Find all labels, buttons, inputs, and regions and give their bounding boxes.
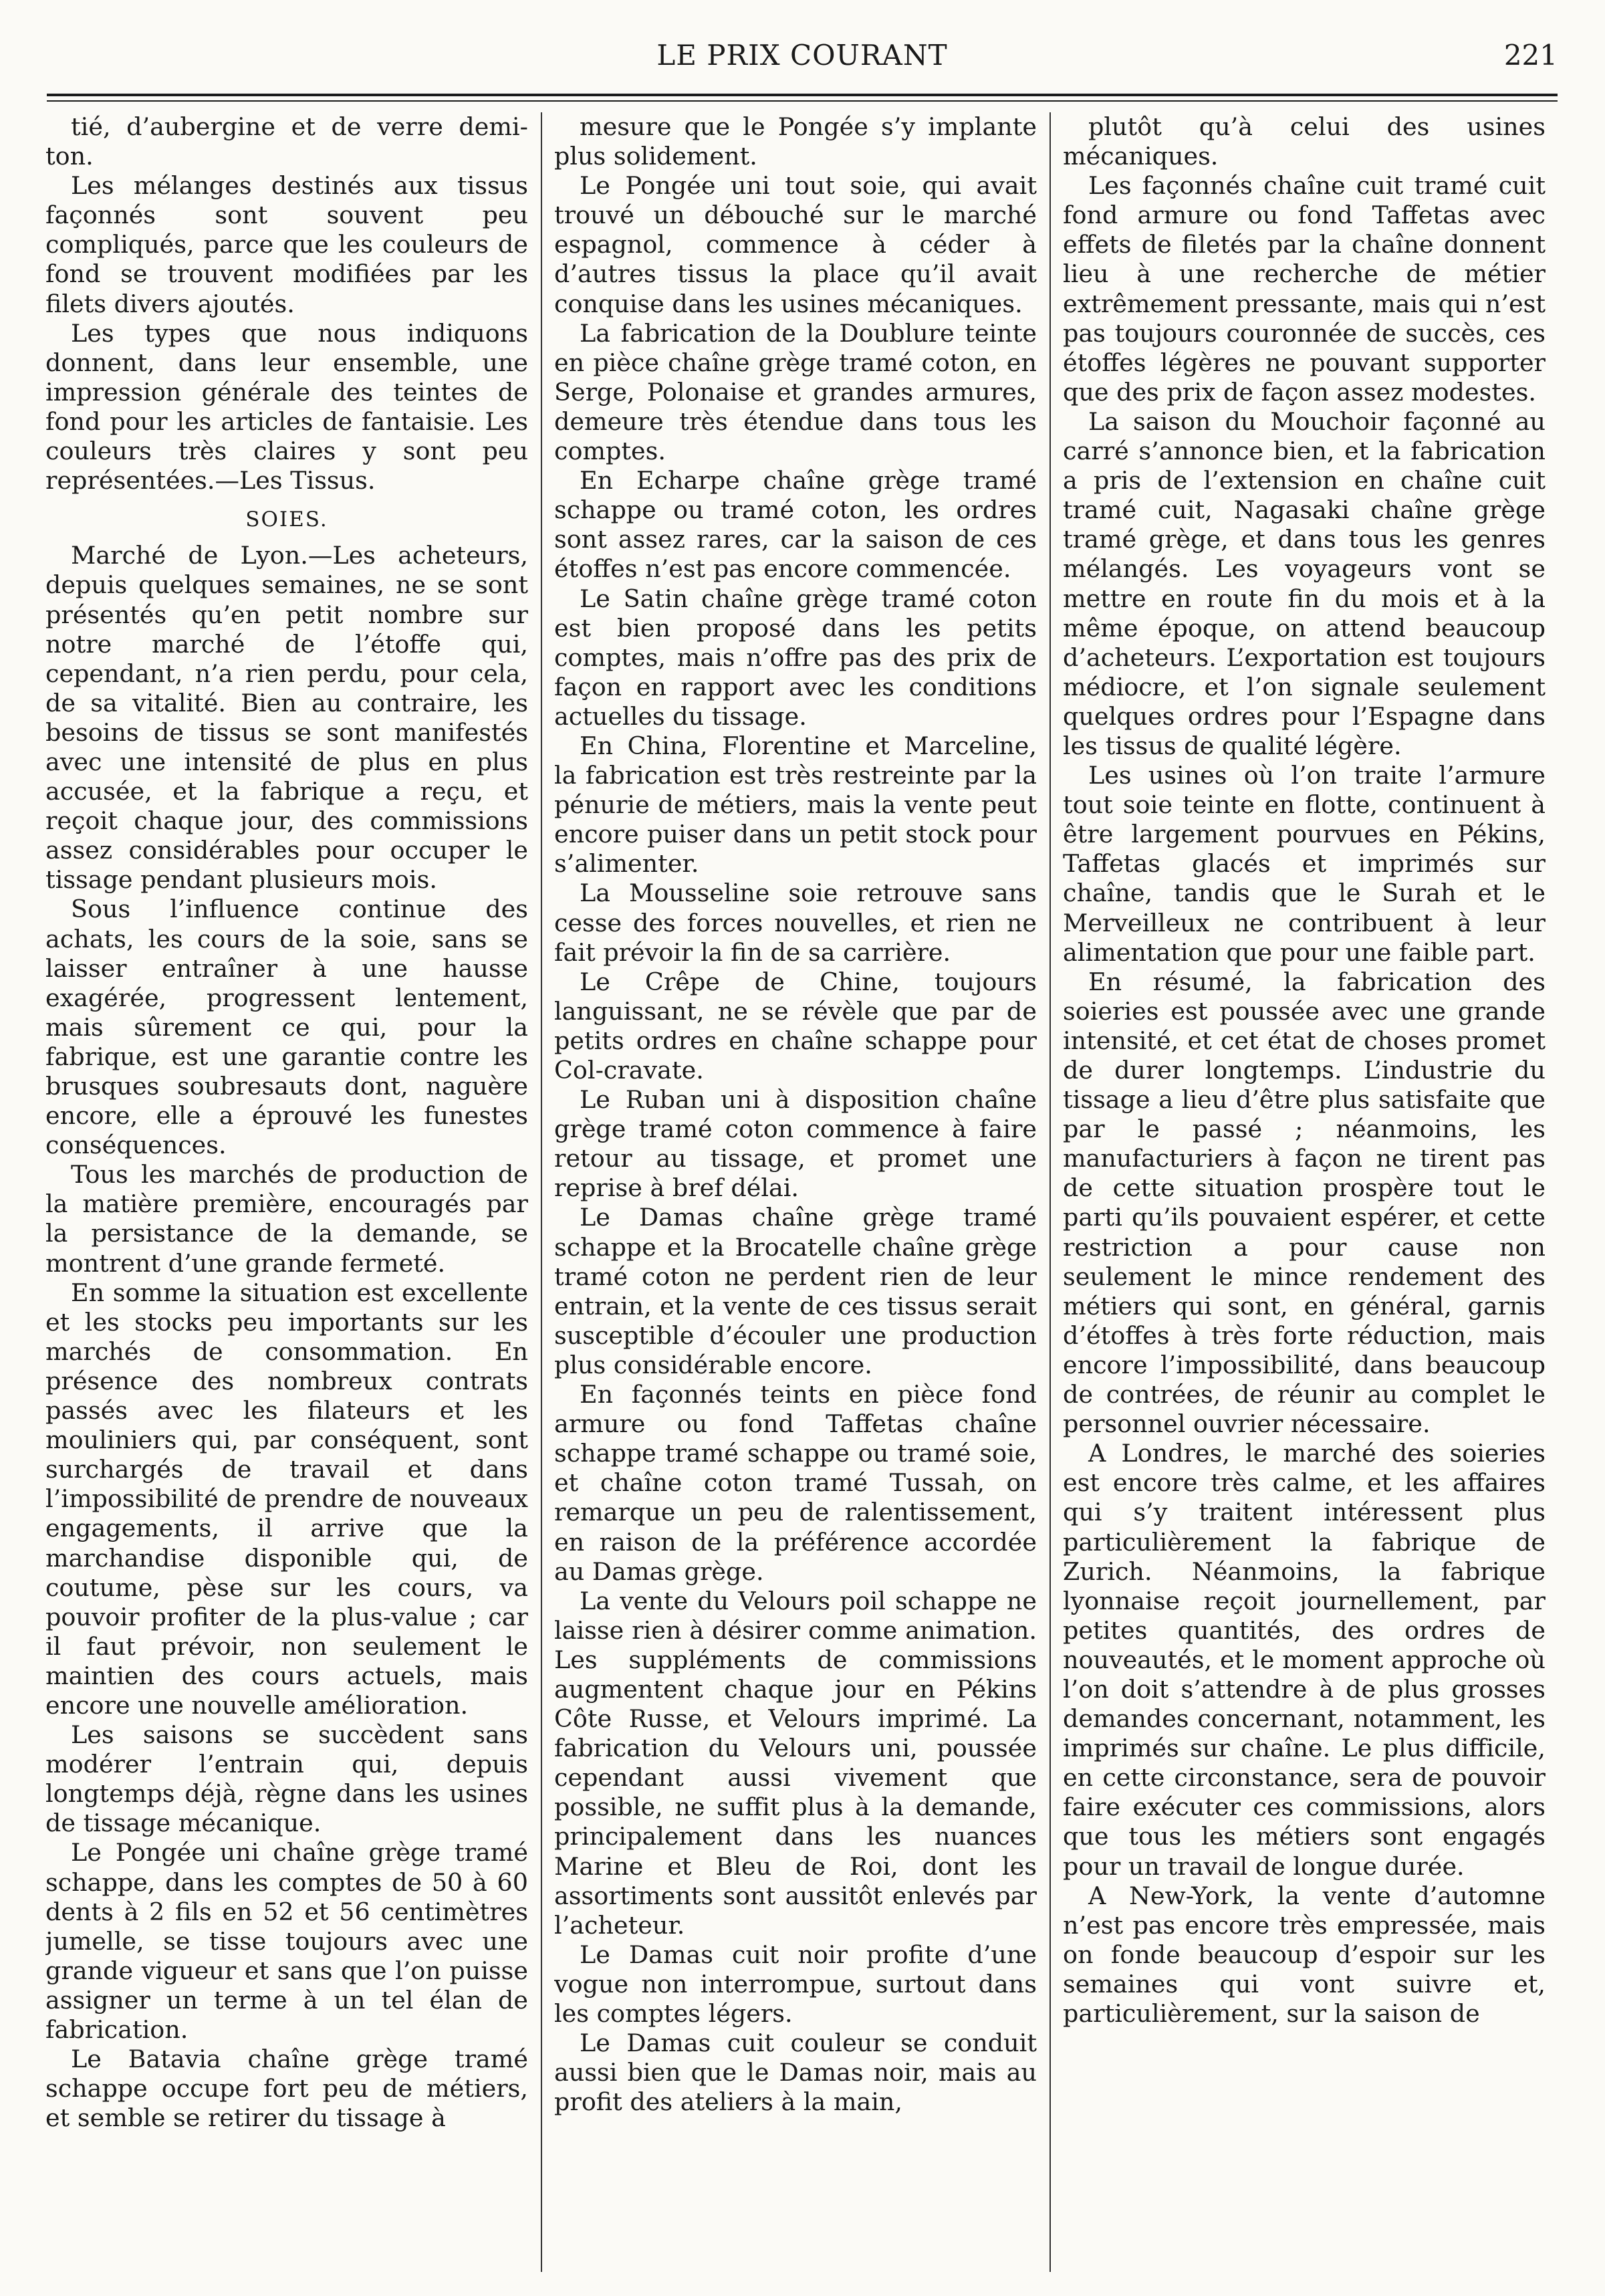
header-rule-thick — [47, 94, 1558, 96]
paragraph: Le Damas cuit noir profite d’une vogue non interrompue, surtout dans les comptes légers. — [554, 1940, 1037, 2028]
header-rule-thin — [47, 100, 1558, 102]
paragraph: En somme la situation est excellente et les stocks peu importants sur les marchés de consommation. En présence des nombreux contrats passés avec les filateurs et les mouliniers qui, par conséquent, sont surchargés de travail et dans l’impossibilité de prendre de nouveaux engagements, il arrive que la marchandise disponible qui, de coutume, pèse sur les cours, va pouvoir profiter de la plus-value ; car il faut prévoir, non seulement le maintien des cours actuels, mais encore une nouvelle amélioration. — [45, 1278, 528, 1720]
page-number: 221 — [1503, 39, 1558, 72]
paragraph: Les façonnés chaîne cuit tramé cuit fond armure ou fond Taffetas avec effets de filetés par la chaîne donnent lieu à une recherche de métier extrêmement pressante, mais qui n’est pas toujours couronnée de succès, ces étoffes légères ne pouvant supporter que des prix de façon assez modestes. — [1063, 171, 1546, 407]
paragraph: tié, d’aubergine et de verre demi-ton. — [45, 112, 528, 171]
column-2 — [554, 112, 1037, 2276]
paragraph: Les usines où l’on traite l’armure tout soie teinte en flotte, continuent à être largement pourvues en Pékins, Taffetas glacés et imprimés sur chaîne, tandis que le Surah et le Merveilleux ne contribuent à leur alimentation que pour une faible part. — [1063, 761, 1546, 967]
paragraph: Marché de Lyon.—Les acheteurs, depuis quelques semaines, ne se sont présentés qu’en petit nombre sur notre marché de l’étoffe qui, cependant, n’a rien perdu, pour cela, de sa vitalité. Bien au contraire, les besoins de tissus se sont manifestés avec une intensité de plus en plus accusée, et la fabrique a reçu, et reçoit chaque jour, des commissions assez considérables pour occuper le tissage pendant plusieurs mois. — [45, 541, 528, 895]
page-header — [47, 39, 1558, 86]
paragraph: Sous l’influence continue des achats, les cours de la soie, sans se laisser entraîner à une hausse exagérée, progressent lentement, mais sûrement ce qui, pour la fabrique, est une garantie contre les brusques soubresauts dont, naguère encore, elle a éprouvé les funestes conséquences. — [45, 895, 528, 1160]
running-title: LE PRIX COURANT — [656, 39, 948, 72]
paragraph: Le Ruban uni à disposition chaîne grège tramé coton commence à faire retour au tissage, et promet une reprise à bref délai. — [554, 1085, 1037, 1203]
paragraph: En façonnés teints en pièce fond armure ou fond Taffetas chaîne schappe tramé schappe ou tramé soie, et chaîne coton tramé Tussah, on remarque un peu de ralentissement, en raison de la préférence accordée au Damas grège. — [554, 1380, 1037, 1586]
paragraph: Le Damas cuit couleur se conduit aussi bien que le Damas noir, mais au profit des ateliers à la main, — [554, 2029, 1037, 2117]
paragraph: En China, Florentine et Marceline, la fabrication est très restreinte par la pénurie de métiers, mais la vente peut encore puiser dans un petit stock pour s’alimenter. — [554, 731, 1037, 879]
paragraph: Les types que nous indiquons donnent, dans leur ensemble, une impression générale des teintes de fond pour les articles de fantaisie. Les couleurs très claires y sont peu représentées.—Les Tissus. — [45, 318, 528, 495]
column-1 — [45, 112, 528, 2276]
paragraph: Le Batavia chaîne grège tramé schappe occupe fort peu de métiers, et semble se retirer du tissage à — [45, 2045, 528, 2133]
paragraph: A Londres, le marché des soieries est encore très calme, et les affaires qui s’y traitent intéressent plus particulièrement la fabrique de Zurich. Néanmoins, la fabrique lyonnaise reçoit journellement, par petites quantités, des ordres de nouveautés, et le moment approche où l’on doit s’attendre à de plus grosses demandes concernant, notamment, les imprimés sur chaîne. Le plus difficile, en cette circonstance, sera de pouvoir faire exécuter ces commissions, alors que tous les métiers sont engagés pour un travail de longue durée. — [1063, 1439, 1546, 1881]
paragraph: Le Crêpe de Chine, toujours languissant, ne se révèle que par de petits ordres en chaîne schappe pour Col-cravate. — [554, 967, 1037, 1084]
column-divider — [541, 112, 542, 2272]
paragraph: La saison du Mouchoir façonné au carré s’annonce bien, et la fabrication a pris de l’extension en chaîne cuit tramé cuit, Nagasaki chaîne grège tramé grège, et dans tous les genres mélangés. Les voyageurs vont se mettre en route fin du mois et à la même époque, on attend beaucoup d’acheteurs. L’exportation est toujours médiocre, et l’on signale seulement quelques ordres pour l’Espagne dans les tissus de qualité légère. — [1063, 407, 1546, 760]
paragraph: Le Pongée uni chaîne grège tramé schappe, dans les comptes de 50 à 60 dents à 2 fils en 52 et 56 centimètres jumelle, se tisse toujours avec une grande vigueur et sans que l’on puisse assigner un terme à un tel élan de fabrication. — [45, 1838, 528, 2044]
column-3 — [1063, 112, 1546, 2276]
paragraph: En Echarpe chaîne grège tramé schappe ou tramé coton, les ordres sont assez rares, car la saison de ces étoffes n’est pas encore commencée. — [554, 466, 1037, 584]
paragraph: La Mousseline soie retrouve sans cesse des forces nouvelles, et rien ne fait prévoir la fin de sa carrière. — [554, 879, 1037, 967]
section-heading: SOIES. — [245, 507, 328, 532]
column-divider — [1050, 112, 1051, 2272]
paragraph: Le Pongée uni tout soie, qui avait trouvé un débouché sur le marché espagnol, commence à céder à d’autres tissus la place qu’il avait conquise dans les usines mécaniques. — [554, 171, 1037, 318]
paragraph: Les mélanges destinés aux tissus façonnés sont souvent peu compliqués, parce que les couleurs de fond se trouvent modifiées par les filets divers ajoutés. — [45, 171, 528, 318]
paragraph: plutôt qu’à celui des usines mécaniques. — [1063, 112, 1546, 171]
paragraph: Le Satin chaîne grège tramé coton est bien proposé dans les petits comptes, mais n’offre pas des prix de façon en rapport avec les conditions actuelles du tissage. — [554, 584, 1037, 731]
paragraph: Le Damas chaîne grège tramé schappe et la Brocatelle chaîne grège tramé coton ne perdent rien de leur entrain, et la vente de ces tissus serait susceptible d’écouler une production plus considérable encore. — [554, 1203, 1037, 1379]
paragraph: La vente du Velours poil schappe ne laisse rien à désirer comme animation. Les suppléments de commissions augmentent chaque jour en Pékins Côte Russe, et Velours imprimé. La fabrication du Velours uni, poussée cependant aussi vivement que possible, ne suffit plus à la demande, principalement dans les nuances Marine et Bleu de Roi, dont les assortiments sont aussitôt enlevés par l’acheteur. — [554, 1586, 1037, 1940]
paragraph: En résumé, la fabrication des soieries est poussée avec une grande intensité, et cet état de choses promet de durer longtemps. L’industrie du tissage a lieu d’être plus satisfaite que par le passé ; néanmoins, les manufacturiers à façon ne tirent pas de cette situation prospère tout le parti qu’ils pouvaient espérer, et cette restriction a pour cause non seulement le mince rendement des métiers qui sont, en général, garnis d’étoffes à très forte réduction, mais encore l’impossibilité, dans beaucoup de contrées, de réunir au complet le personnel ouvrier nécessaire. — [1063, 967, 1546, 1439]
paragraph: La fabrication de la Doublure teinte en pièce chaîne grège tramé coton, en Serge, Polonaise et grandes armures, demeure très étendue dans tous les comptes. — [554, 318, 1037, 466]
paragraph: Tous les marchés de production de la matière première, encouragés par la persistance de la demande, se montrent d’une grande fermeté. — [45, 1160, 528, 1278]
paragraph: Les saisons se succèdent sans modérer l’entrain qui, depuis longtemps déjà, règne dans les usines de tissage mécanique. — [45, 1720, 528, 1838]
paragraph: mesure que le Pongée s’y implante plus solidement. — [554, 112, 1037, 171]
paragraph: A New-York, la vente d’automne n’est pas encore très empressée, mais on fonde beaucoup d’espoir sur les semaines qui vont suivre et, particulièrement, sur la saison de — [1063, 1881, 1546, 2028]
